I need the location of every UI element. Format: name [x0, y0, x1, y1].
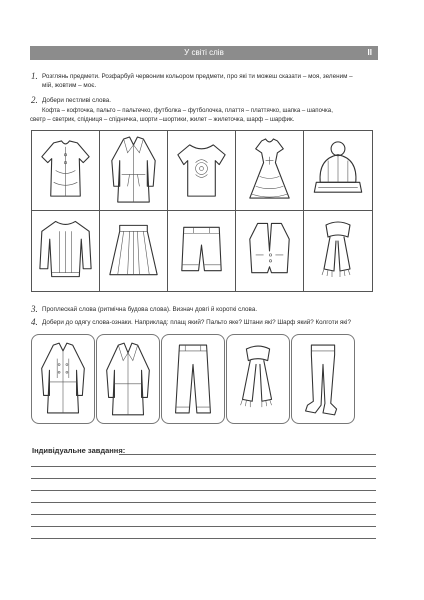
grid-item-skirt — [100, 211, 168, 291]
coat-icon — [100, 131, 167, 210]
vest-icon — [236, 211, 303, 291]
task-3-text: Проплескай слова (ритмічна будова слова). Визнач довгі й короткі слова. — [42, 306, 258, 313]
scarf-icon — [304, 211, 372, 291]
dress-icon — [236, 131, 303, 210]
header-bar — [30, 46, 378, 60]
task-3-number: 3. — [31, 304, 38, 314]
writing-line — [119, 454, 376, 455]
blouse-icon — [32, 131, 99, 210]
writing-line — [31, 514, 376, 515]
individual-task-label: Індивідуальне завдання: — [32, 446, 126, 455]
writing-line — [31, 466, 376, 467]
grid-item-sweater — [32, 211, 100, 291]
tights-icon — [292, 335, 354, 423]
card-trousers — [161, 334, 225, 424]
grid-item-vest — [236, 211, 304, 291]
page-title: У світі слів — [184, 48, 224, 57]
hat-icon — [304, 131, 372, 210]
grid-item-shorts — [168, 211, 236, 291]
section-number: II — [367, 48, 372, 57]
grid-item-hat — [304, 131, 372, 211]
clothing-grid — [31, 130, 373, 292]
task-2-words-2: светр – светрик, спідниця – спідничка, шорти –шортики, жилет – жилеточка, шарф – шарфик. — [30, 116, 295, 123]
task-2-text: Добери пестливі слова. — [42, 97, 112, 104]
raincoat-icon — [32, 335, 94, 423]
task-4-text: Добери до одягу слова-ознаки. Наприклад: плащ який? Пальто яке? Штани які? Шарф який? Колготи які? — [42, 319, 351, 326]
card-coat — [96, 334, 160, 424]
task-4-number: 4. — [31, 317, 38, 327]
scarf-icon — [227, 335, 289, 423]
task-2-number: 2. — [31, 95, 38, 105]
tshirt-icon — [168, 131, 235, 210]
card-raincoat — [31, 334, 95, 424]
grid-item-dress — [236, 131, 304, 211]
grid-item-tshirt — [168, 131, 236, 211]
sweater-icon — [32, 211, 99, 291]
grid-item-blouse — [32, 131, 100, 211]
writing-line — [31, 502, 376, 503]
task-2-words-1: Кофта – кофточка, пальто – пальтечко, футболка – футболочка, плаття – платтячко, шапка – шапочка, — [42, 107, 333, 114]
coat-icon — [97, 335, 159, 423]
trousers-icon — [162, 335, 224, 423]
card-scarf — [226, 334, 290, 424]
writing-line — [31, 490, 376, 491]
grid-item-scarf — [304, 211, 372, 291]
task-1-number: 1. — [31, 71, 38, 81]
task-1-text: Розглянь предмети. Розфарбуй червоним кольором предмети, про які ти можеш сказати – моя, зеленим – — [42, 73, 353, 80]
shorts-icon — [168, 211, 235, 291]
task-1-text-cont: мій, жовтим – моє. — [42, 82, 97, 89]
writing-line — [31, 538, 376, 539]
writing-line — [31, 526, 376, 527]
writing-line — [31, 478, 376, 479]
skirt-icon — [100, 211, 167, 291]
card-tights — [291, 334, 355, 424]
grid-item-coat — [100, 131, 168, 211]
